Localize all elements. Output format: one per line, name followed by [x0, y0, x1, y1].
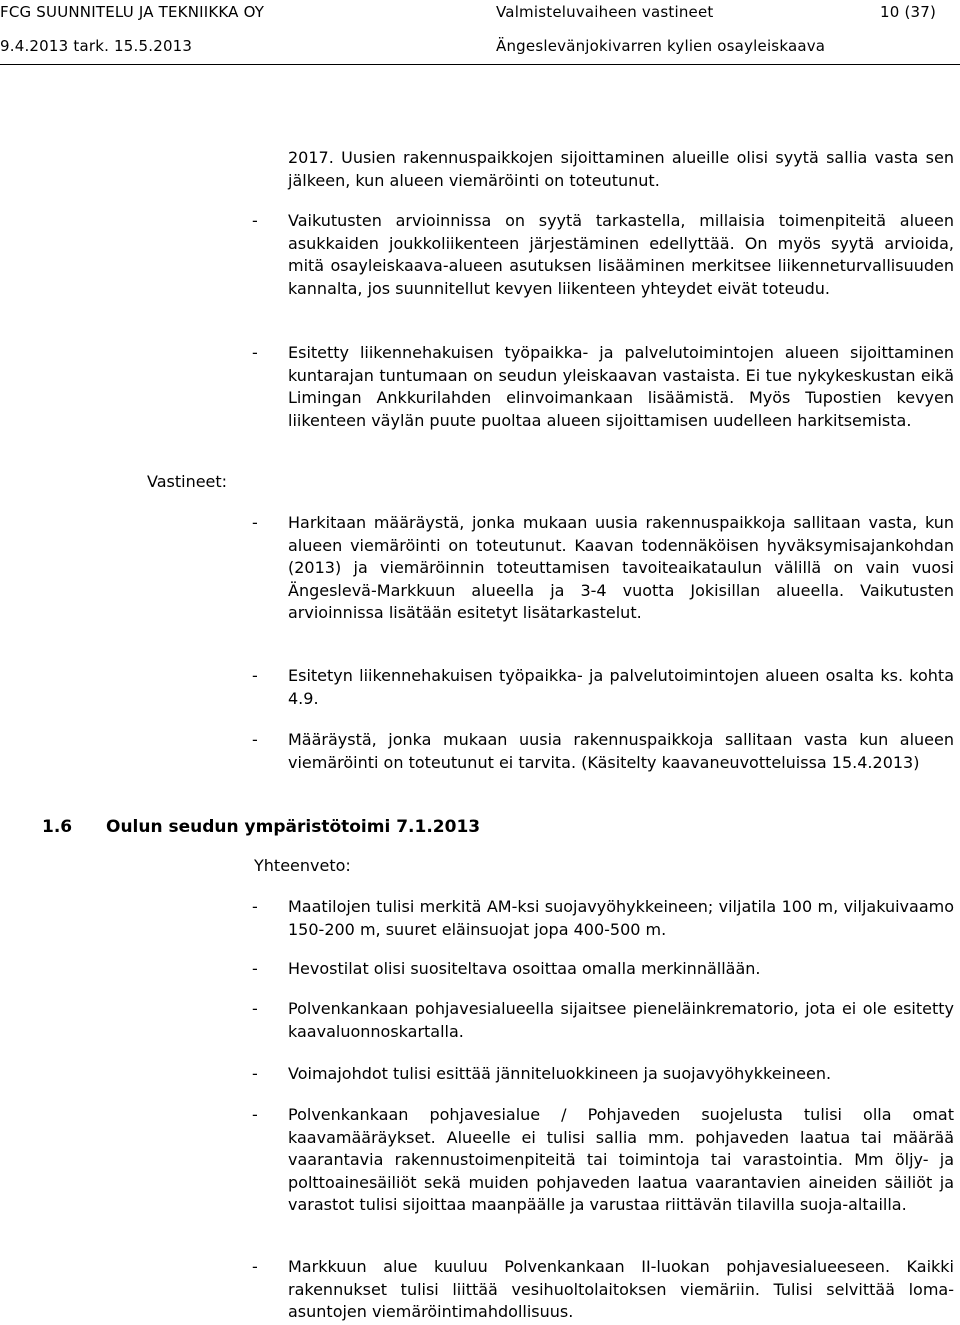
section-number: 1.6 [42, 817, 73, 837]
response-item: Esitetyn liikennehakuisen työpaikka- ja palvelutoimintojen alueen osalta ks. kohta 4.9. [288, 666, 954, 708]
header-plan-name: Ängeslevänjokivarren kylien osayleiskaava [496, 37, 826, 55]
bullet-dash: - [252, 513, 258, 532]
summary-item: Esitetty liikennehakuisen työpaikka- ja palvelutoimintojen alueen sijoittaminen kuntarajan tuntumaan on seudun yleiskaavan vastaista. Ei tue nykykeskustan eikä Limingan Ankkurilahden elinvoimankaan lisäämistä. Myös Tupostien kevyen liikenteen väylän puute puoltaa alueen sijoittamisen uudelleen harkitsemista. [288, 343, 954, 430]
header-doc-title: Valmisteluvaiheen vastineet [496, 3, 714, 21]
section-item: Maatilojen tulisi merkitä AM-ksi suojavyöhykkeineen; viljatila 100 m, viljakuivaamo 150-200 m, suuret eläinsuojat jopa 400-500 m. [288, 897, 954, 939]
intro-paragraph: 2017. Uusien rakennuspaikkojen sijoittaminen alueille olisi syytä sallia vasta sen jälkeen, kun alueen viemäröinti on toteutunut. [288, 148, 954, 190]
bullet-dash: - [252, 897, 258, 916]
response-item: Harkitaan määräystä, jonka mukaan uusia rakennuspaikkoja sallitaan vasta, kun alueen viemäröinti on toteutunut. Kaavan todennäköisen hyväksymisajankohdan (2013) ja viemäröinnin toteuttamisen tavoiteaikataulun välillä on vain vuosi Ängeslevä-Markkuun alueella ja 3-4 vuotta Jokisillan alueella. Vaikutusten arvioinnissa lisätään esitetyt lisätarkastelut. [288, 513, 954, 623]
bullet-dash: - [252, 211, 258, 230]
summary-item: Vaikutusten arvioinnissa on syytä tarkastella, millaisia toimenpiteitä alueen asukkaiden joukkoliikenteen järjestäminen edellyttää. On myös syytä arvioida, mitä osayleiskaava-alueen asutuksen lisääminen merkitsee liikenneturvallisuuden kannalta, jos suunnitellut kevyen liikenteen yhteydet eivät toteudu. [288, 211, 954, 298]
bullet-dash: - [252, 730, 258, 749]
responses-label: Vastineet: [147, 472, 228, 491]
bullet-dash: - [252, 1064, 258, 1083]
bullet-dash: - [252, 999, 258, 1018]
header-date: 9.4.2013 tark. 15.5.2013 [0, 37, 193, 55]
bullet-dash: - [252, 1257, 258, 1276]
response-item: Määräystä, jonka mukaan uusia rakennuspaikkoja sallitaan vasta kun alueen viemäröinti on toteutunut ei tarvita. (Käsitelty kaavaneuvotteluissa 15.4.2013) [288, 730, 954, 772]
bullet-dash: - [252, 343, 258, 362]
section-item: Markkuun alue kuuluu Polvenkankaan II-luokan pohjavesialueeseen. Kaikki rakennukset tulisi liittää vesihuoltolaitoksen viemäriin. Tulisi selvittää loma-asuntojen viemäröintimahdollisuus. [288, 1257, 954, 1322]
section-item: Polvenkankaan pohjavesialueella sijaitsee pieneläinkrematorio, jota ei ole esitetty kaavaluonnoskartalla. [288, 999, 954, 1041]
section-item: Voimajohdot tulisi esittää jänniteluokkineen ja suojavyöhykkeineen. [288, 1064, 832, 1083]
section-item: Polvenkankaan pohjavesialue / Pohjaveden suojelusta tulisi olla omat kaavamääräykset. Alueelle ei tulisi sallia mm. pohjaveden laatua tai määrää vaarantavia rakennustoimenpiteitä tai toimintoja tai varastointia. Mm öljy- ja polttoainesäiliöt sekä muiden pohjaveden laatua vaarantavien aineiden säiliöt ja varastot tulisi sijoittaa maanpäälle ja varustaa riittävän tilavilla suoja-altailla. [288, 1105, 954, 1215]
bullet-dash: - [252, 666, 258, 685]
bullet-dash: - [252, 1105, 258, 1124]
header-rule [0, 64, 960, 65]
section-heading [42, 816, 480, 838]
section-title: Oulun seudun ympäristötoimi 7.1.2013 [106, 817, 481, 837]
bullet-dash: - [252, 959, 258, 978]
summary-label: Yhteenveto: [254, 856, 351, 875]
header-page-number: 10 (37) [880, 3, 937, 21]
section-item: Hevostilat olisi suositeltava osoittaa omalla merkinnällään. [288, 959, 761, 978]
header-company: FCG SUUNNITELU JA TEKNIIKKA OY [0, 3, 265, 21]
